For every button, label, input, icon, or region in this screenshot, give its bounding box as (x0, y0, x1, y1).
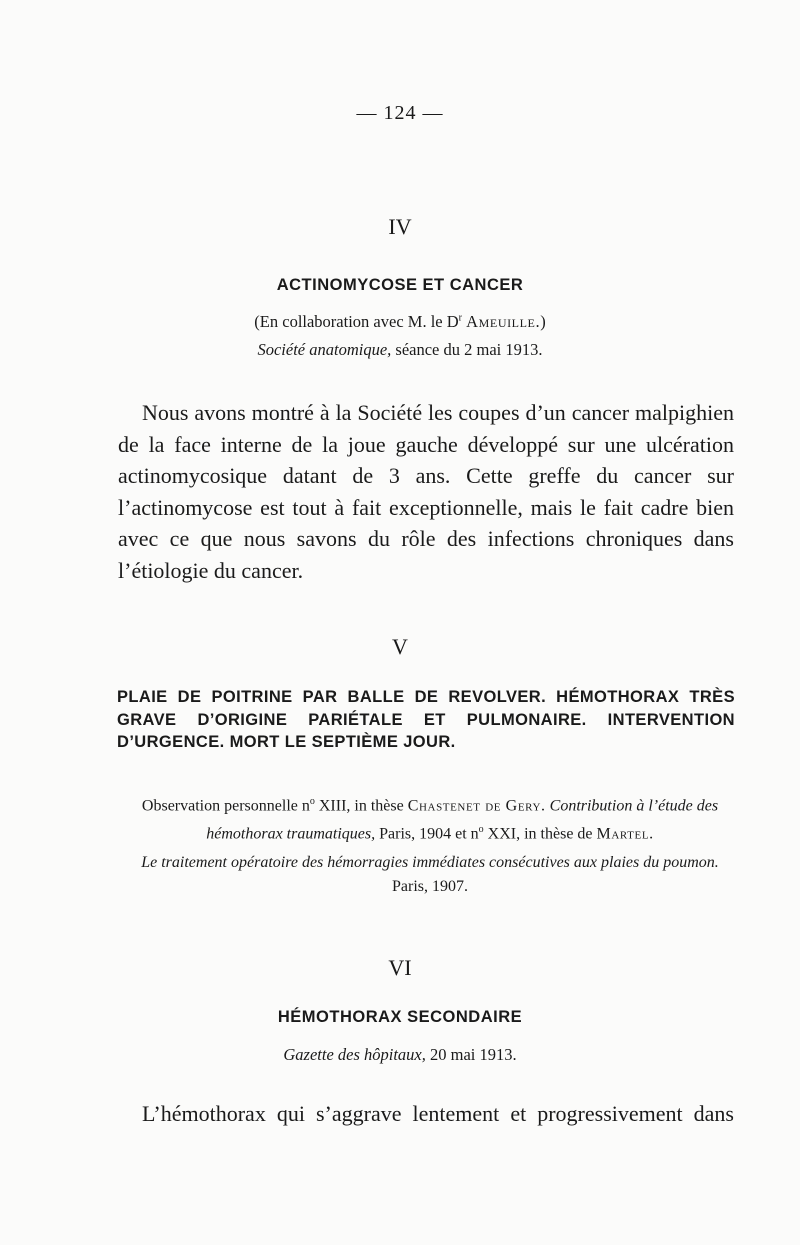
section-numeral-v: V (392, 634, 408, 659)
reference-2: Le traitement opératoire des hémorragies immédiates consécutives aux plaies du poumon. Paris, 1907. (141, 853, 719, 895)
body-paragraph-iv: Nous avons montré à la Société les coupes d’un cancer malpighien de la face interne de la joue gauche développé sur une ulcération actinomycosique datant de 3 ans. Cette greffe du cancer sur l’actinomycose est tout à fait exceptionnelle, mais le fait cadre bien avec ce que nous savons du rôle des infections chroniques dans l’étiologie du cancer. (118, 400, 734, 583)
source-citation-vi: Gazette des hôpitaux, 20 mai 1913. (283, 1045, 517, 1064)
section-numeral-vi: VI (388, 955, 412, 980)
body-paragraph-vi: L’hémothorax qui s’aggrave lentement et progressivement dans (142, 1101, 734, 1126)
section-title-hemothorax: HÉMOTHORAX SECONDAIRE (277, 1008, 523, 1026)
reference-1: Observation personnelle $n^o$ XIII, in thèse Chastenet de Gery. Contribution à l’étude des hémothorax traumatiques, Paris, 1904 et $n^o$ XXI, in thèse de Martel. (141, 796, 719, 843)
references-v (140, 790, 720, 899)
section-title-actinomycose: ACTINOMYCOSE ET CANCER (276, 276, 524, 294)
section-title-plaie-poitrine: PLAIE DE POITRINE PAR BALLE DE REVOLVER. HÉMOTHORAX TRÈS GRAVE D’ORIGINE PARIÉTALE ET PULMONAIRE. INTERVENTION D’URGENCE. MORT LE SEPTIÈME JOUR. (117, 688, 735, 751)
page-number: — 124 — (356, 102, 444, 124)
collaboration-note: (En collaboration avec M. le $D^r$ Ameuille.) (254, 312, 546, 331)
source-citation-iv: Société anatomique, séance du 2 mai 1913. (257, 340, 543, 359)
section-numeral-iv: IV (388, 214, 412, 239)
